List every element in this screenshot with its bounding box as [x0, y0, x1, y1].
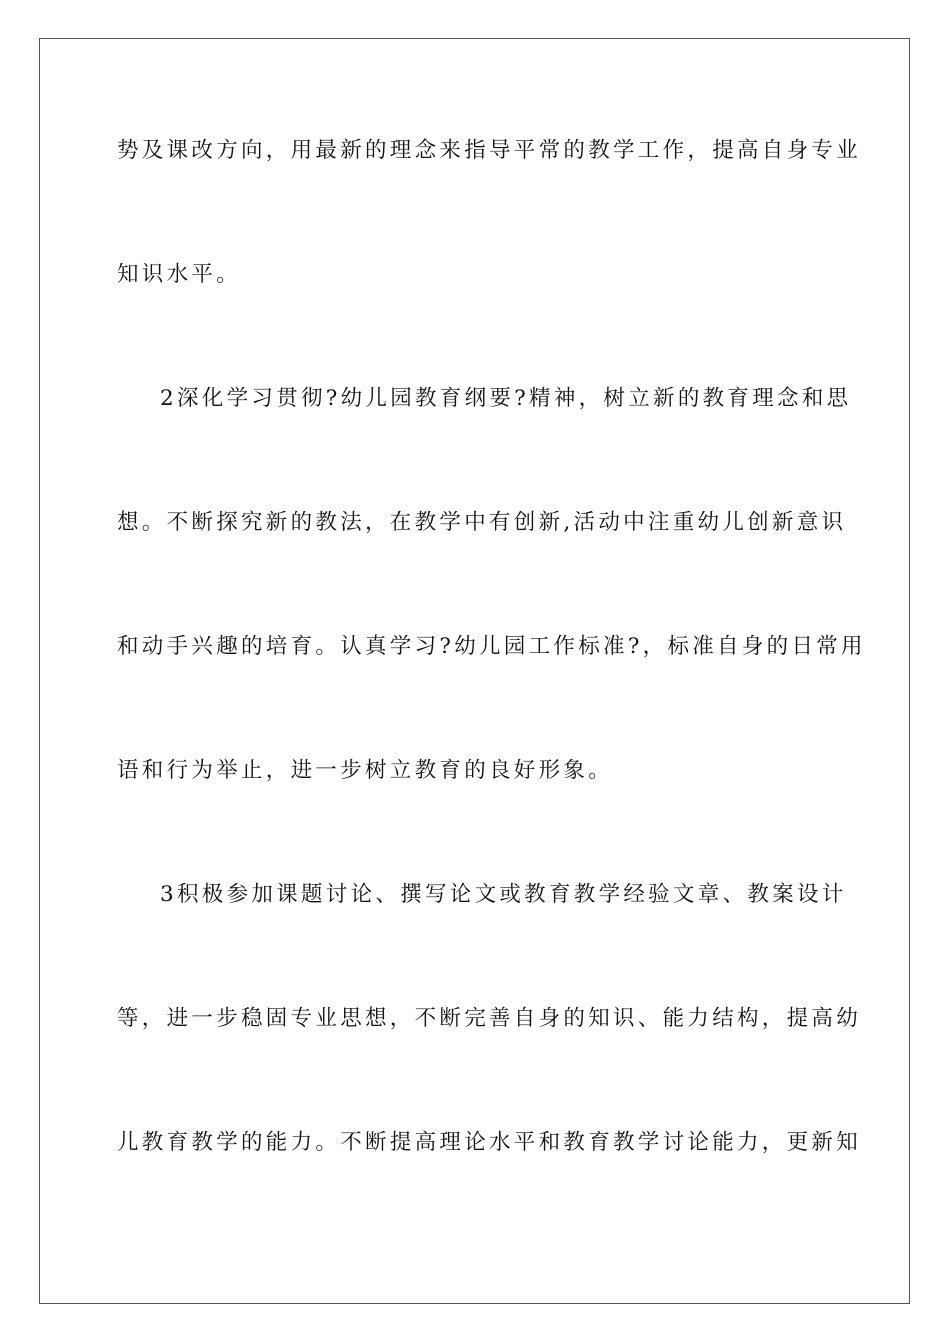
text-line-2: 知识水平。 [117, 262, 242, 287]
text-line-3: 2深化学习贯彻?幼儿园教育纲要?精神，树立新的教育理念和思 [160, 386, 852, 411]
text-line-9: 儿教育教学的能力。不断提高理论水平和教育教学讨论能力，更新知 [117, 1130, 862, 1155]
text-line-7: 3积极参加课题讨论、撰写论文或教育教学经验文章、教案设计 [160, 882, 847, 907]
text-line-4: 想。不断探究新的教法，在教学中有创新,活动中注重幼儿创新意识 [117, 510, 847, 535]
text-line-6: 语和行为举止，进一步树立教育的良好形象。 [117, 758, 614, 783]
text-line-5: 和动手兴趣的培育。认真学习?幼儿园工作标准?，标准自身的日常用 [117, 634, 866, 659]
text-line-8: 等，进一步稳固专业思想，不断完善自身的知识、能力结构，提高幼 [117, 1006, 862, 1031]
page-border [39, 38, 910, 1304]
text-line-1: 势及课改方向，用最新的理念来指导平常的教学工作，提高自身专业 [117, 138, 862, 163]
